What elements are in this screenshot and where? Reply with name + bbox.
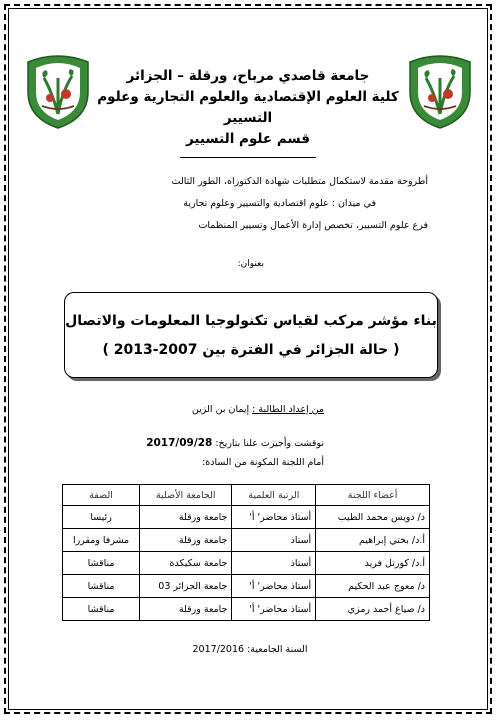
table-row xyxy=(63,575,430,598)
jury-member-name: أ.د/ بختي إبراهيم xyxy=(316,529,430,552)
header-role: الصفة xyxy=(63,485,140,506)
university-name: جامعة قاصدي مرباح، ورقلة – الجزائر xyxy=(126,68,370,84)
jury-member-role: مناقشا xyxy=(63,598,140,621)
jury-member-rank: أستاذ xyxy=(232,529,316,552)
program-line-3: فرع علوم التسيير، تخصص إدارة الأعمال وتسيير المنظمات xyxy=(198,220,428,231)
jury-member-rank: أستاذ xyxy=(232,552,316,575)
defense-date: 2017/09/28 xyxy=(146,437,213,449)
jury-member-name: أ.د/ كورتل فريد xyxy=(316,552,430,575)
jury-member-rank: أستاذ محاضر' أ' xyxy=(232,506,316,529)
table-row xyxy=(63,598,430,621)
header-rank: الرتبة العلمية xyxy=(232,485,316,506)
jury-member-university: جامعة ورقلة xyxy=(140,529,232,552)
program-line-1: أطروحة مقدمة لاستكمال متطلبات شهادة الدكتوراه، الطور الثالث xyxy=(171,176,428,187)
jury-member-university: جامعة الجزائر 03 xyxy=(140,575,232,598)
thesis-title-line-1: بناء مؤشر مركب لقياس تكنولوجيا المعلومات والاتصال xyxy=(65,313,437,329)
jury-member-university: جامعة ورقلة xyxy=(140,598,232,621)
thesis-title-box xyxy=(64,292,438,378)
program-line-2: في ميدان : علوم اقتصادية والتسيير وعلوم تجارية xyxy=(183,198,376,209)
academic-year: السنة الجامعية: 2017/2016 xyxy=(192,644,308,655)
jury-member-university: جامعة ورقلة xyxy=(140,506,232,529)
jury-member-university: جامعة سكيكدة xyxy=(140,552,232,575)
student-info xyxy=(192,404,324,415)
department-name: قسم علوم التسيير xyxy=(185,131,311,147)
jury-member-name: د/ معوج عبد الحكيم xyxy=(316,575,430,598)
faculty-name: كلية العلوم الإقتصادية والعلوم التجارية وعلوم التسيير xyxy=(97,89,399,126)
header-university: الجامعة الأصلية xyxy=(140,485,232,506)
university-logo-left xyxy=(22,48,94,130)
defense-text: نوقشت وأجيزت علنا بتاريخ: xyxy=(215,438,324,449)
header-member: أعضاء اللجنة xyxy=(316,485,430,506)
jury-table xyxy=(62,484,430,621)
jury-member-rank: أستاذ محاضر' أ' xyxy=(232,575,316,598)
title-label: بعنوان: xyxy=(237,259,264,269)
defense-info xyxy=(146,437,324,449)
jury-label: أمام اللجنة المكونة من السادة: xyxy=(202,457,324,468)
table-row xyxy=(63,506,430,529)
jury-member-name: د/ دويس محمد الطيب xyxy=(316,506,430,529)
student-name: إيمان بن الزين xyxy=(191,404,250,415)
degree-program xyxy=(88,171,428,237)
jury-member-name: د/ صياغ أحمد رمزي xyxy=(316,598,430,621)
table-row xyxy=(63,529,430,552)
institution-header xyxy=(95,66,401,150)
jury-member-role: مناقشا xyxy=(63,575,140,598)
header-divider xyxy=(180,157,316,158)
thesis-title-line-2: ( حالة الجزائر في الفترة بين 2007-2013 ) xyxy=(102,342,400,358)
university-logo-right xyxy=(404,48,476,130)
jury-member-role: مشرفا ومقررا xyxy=(63,529,140,552)
table-row xyxy=(63,552,430,575)
jury-member-role: رئيسا xyxy=(63,506,140,529)
jury-header-row xyxy=(63,485,430,506)
jury-member-role: مناقشا xyxy=(63,552,140,575)
student-label: من إعداد الطالبة : xyxy=(252,404,324,415)
jury-member-rank: أستاذ محاضر' أ' xyxy=(232,598,316,621)
